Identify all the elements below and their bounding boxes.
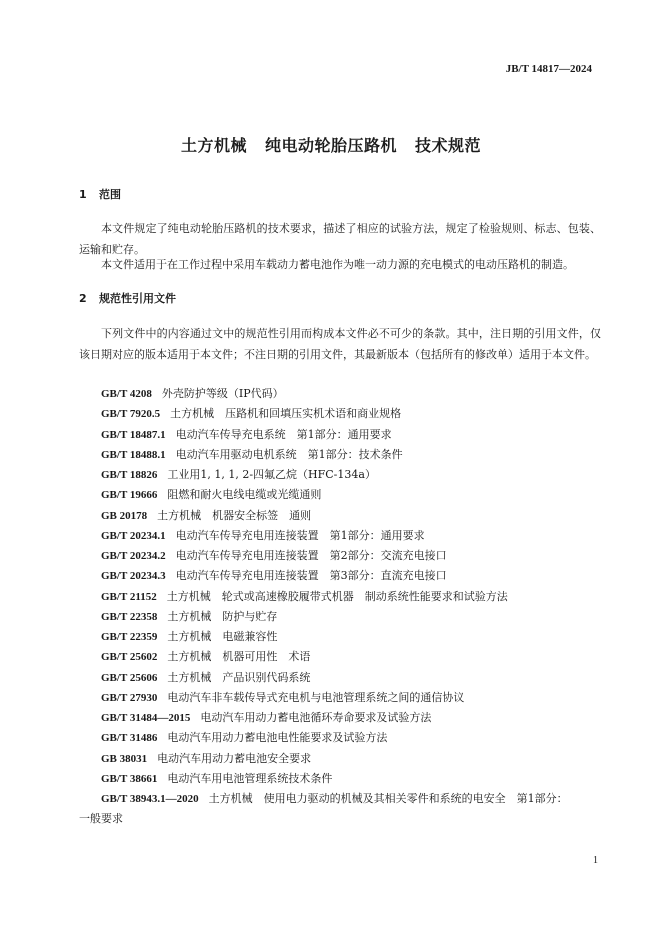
section-2-heading [79,290,176,306]
reference-item [79,708,601,728]
section-2-title: 规范性引用文件 [99,292,176,305]
title-part-1: 土方机械 [180,136,247,155]
reference-item [79,546,601,566]
reference-code: GB/T 22359 [101,631,158,643]
reference-code: GB 38031 [101,752,148,765]
title-part-3: 技术规范 [415,136,482,155]
reference-code: GB/T 31486 [101,732,158,745]
reference-title: 电动汽车用动力蓄电池循环寿命要求及试验方法 [200,711,432,724]
scope-paragraph-1: 本文件规定了纯电动轮胎压路机的技术要求，描述了相应的试验方法，规定了检验规则、标志、包装、运输和贮存。 [79,222,601,256]
reference-item [79,627,601,647]
reference-item [79,485,601,505]
reference-title: 电动汽车用电池管理系统技术条件 [167,771,333,785]
page-number: 1 [593,855,598,866]
reference-code: GB/T 18488.1 [101,448,166,461]
document-title [0,133,662,156]
reference-item [79,506,601,526]
reference-code: GB/T 21152 [101,590,157,603]
section-2-number: 2 [79,292,87,305]
reference-code: GB/T 22358 [101,610,158,623]
reference-item [79,607,601,627]
reference-title: 电动汽车用动力蓄电池安全要求 [157,751,312,765]
reference-code: GB/T 38943.1—2020 [101,793,199,805]
reference-code: GB/T 25602 [101,651,158,664]
reference-item [79,688,601,708]
reference-title: 外壳防护等级（IP代码） [161,387,284,400]
reference-title: 土方机械 机器安全标签 通则 [157,508,312,522]
reference-title: 土方机械 电磁兼容性 [167,630,278,643]
reference-item [79,445,601,465]
reference-code: GB/T 25606 [101,671,158,684]
reference-title: 土方机械 产品识别代码系统 [167,670,311,684]
references-intro-paragraph: 下列文件中的内容通过文中的规范性引用而构成本文件必不可少的条款。其中，注日期的引用文件，仅该日期对应的版本适用于本文件；不注日期的引用文件，其最新版本（包括所有的修改单）适用于本文件。 [79,327,601,361]
reference-item [79,465,601,485]
section-1-title: 范围 [99,188,121,201]
reference-item [79,728,601,748]
reference-item [79,566,601,586]
section-1-heading [79,186,121,202]
reference-item [79,647,601,667]
reference-code: GB/T 19666 [101,489,158,502]
reference-title: 阻燃和耐火电线电缆或光缆通则 [167,488,322,502]
standard-number: JB/T 14817—2024 [505,63,592,75]
reference-code: GB 20178 [101,509,148,522]
reference-title: 电动汽车用动力蓄电池电性能要求及试验方法 [167,731,388,745]
title-part-2: 纯电动轮胎压路机 [264,136,397,155]
reference-code: GB/T 38661 [101,772,158,785]
reference-title: 电动汽车传导充电系统 第1部分：通用要求 [175,427,392,441]
reference-item [79,587,601,607]
reference-item [79,404,601,424]
reference-title: 土方机械 压路机和回填压实机术语和商业规格 [170,407,402,421]
reference-code: GB/T 20234.2 [101,550,166,562]
reference-title-continuation: 一般要求 [79,812,123,826]
reference-code: GB/T 7920.5 [101,408,161,421]
reference-title: 土方机械 轮式或高速橡胶履带式机器 制动系统性能要求和试验方法 [166,589,508,603]
reference-code: GB/T 27930 [101,691,158,704]
reference-title: 工业用1, 1, 1, 2-四氟乙烷（HFC-134a） [167,468,376,481]
reference-item [79,384,601,404]
reference-title: 土方机械 使用电力驱动的机械及其相关零件和系统的电安全 第1部分： [208,792,568,805]
reference-code: GB/T 18826 [101,469,158,481]
reference-code: GB/T 4208 [101,388,152,400]
reference-code: GB/T 20234.3 [101,570,166,583]
scope-paragraph-2: 本文件适用于在工作过程中采用车载动力蓄电池作为唯一动力源的充电模式的电动压路机的制造。 [101,258,574,271]
reference-code: GB/T 18487.1 [101,428,166,441]
reference-item [79,526,601,546]
reference-title: 电动汽车非车载传导式充电机与电池管理系统之间的通信协议 [167,690,465,704]
reference-item-last [79,789,601,809]
reference-item [79,668,601,688]
reference-title: 电动汽车传导充电用连接装置 第2部分：交流充电接口 [175,549,447,562]
reference-title: 电动汽车传导充电用连接装置 第3部分：直流充电接口 [175,569,447,583]
section-1-number: 1 [79,188,87,201]
reference-list [79,384,601,830]
reference-title: 电动汽车用驱动电机系统 第1部分：技术条件 [175,447,403,461]
reference-title: 土方机械 防护与贮存 [167,609,278,623]
reference-item [79,425,601,445]
reference-item [79,769,601,789]
reference-title: 土方机械 机器可用性 术语 [167,650,311,664]
reference-item [79,749,601,769]
reference-title: 电动汽车传导充电用连接装置 第1部分：通用要求 [175,528,425,542]
reference-code: GB/T 20234.1 [101,529,166,542]
reference-code: GB/T 31484—2015 [101,712,191,724]
